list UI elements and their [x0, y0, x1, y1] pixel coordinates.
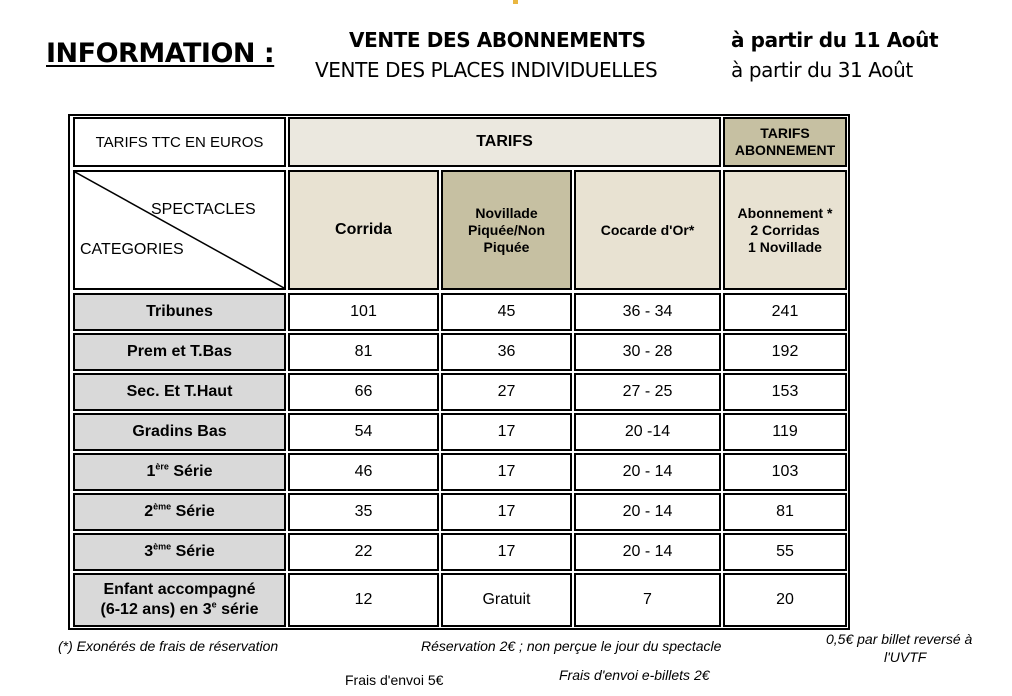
- tarifs-abonnement-line1: TARIFS: [760, 125, 810, 141]
- price-cell: [723, 573, 847, 627]
- price-cell: [288, 413, 439, 451]
- row-label-cell: [73, 573, 286, 627]
- top-color-mark: [513, 0, 518, 4]
- price-cell: [574, 533, 721, 571]
- price-cell: [723, 333, 847, 371]
- row-label-cell: [73, 373, 286, 411]
- column-header-label: Abonnement *: [737, 204, 833, 221]
- column-header-label: Piquée/Non: [467, 221, 545, 238]
- corner-header-cell: [73, 117, 286, 167]
- price-value: 36 - 34: [622, 303, 673, 320]
- price-cell: [288, 453, 439, 491]
- diagonal-line: [75, 172, 284, 288]
- tarifs-header-cell: [288, 117, 721, 167]
- price-cell: [288, 493, 439, 531]
- price-value: 46: [354, 463, 373, 480]
- price-value: 17: [497, 503, 516, 520]
- price-cell: [288, 373, 439, 411]
- price-cell: [441, 333, 572, 371]
- price-value: 20 - 14: [622, 503, 673, 520]
- tarifs-header-label: TARIFS: [476, 133, 533, 150]
- price-cell: [723, 533, 847, 571]
- row-label-cell: [73, 333, 286, 371]
- price-value: 30 - 28: [622, 343, 673, 360]
- price-cell: [723, 293, 847, 331]
- price-value: 20: [776, 591, 794, 608]
- price-cell: [441, 493, 572, 531]
- price-value: 27 - 25: [622, 383, 673, 400]
- price-cell: [441, 453, 572, 491]
- price-value: 17: [497, 543, 516, 560]
- row-label: 2ème Série: [144, 501, 215, 520]
- price-cell: [441, 533, 572, 571]
- row-label: Prem et T.Bas: [127, 343, 232, 360]
- price-cell: [441, 293, 572, 331]
- price-value: 36: [497, 343, 516, 360]
- price-value: 7: [643, 591, 652, 608]
- price-cell: [574, 413, 721, 451]
- price-cell: [288, 333, 439, 371]
- price-cell: [574, 293, 721, 331]
- column-header-label: Piquée: [483, 238, 530, 255]
- row-label: Sec. Et T.Haut: [126, 383, 233, 400]
- price-value: 192: [771, 343, 799, 360]
- price-value: 20 - 14: [622, 463, 673, 480]
- price-value: 17: [497, 423, 516, 440]
- note-frais-envoi: Frais d'envoi 5€: [345, 672, 444, 688]
- price-cell: [441, 573, 572, 627]
- price-cell: [723, 373, 847, 411]
- price-cell: [723, 413, 847, 451]
- row-label-cell: [73, 533, 286, 571]
- price-value: 22: [354, 543, 373, 560]
- note-billet-line1: 0,5€ par billet reversé à: [826, 631, 973, 647]
- price-cell: [574, 493, 721, 531]
- price-cell: [288, 533, 439, 571]
- row-label: Gradins Bas: [132, 423, 227, 440]
- column-header-corrida: [288, 170, 439, 290]
- price-value: 54: [354, 423, 373, 440]
- row-label-cell: [73, 453, 286, 491]
- price-value: 45: [497, 303, 516, 320]
- column-header-abonnement: [723, 170, 847, 290]
- price-cell: [723, 493, 847, 531]
- price-cell: [723, 453, 847, 491]
- note-frais-ebillets: Frais d'envoi e-billets 2€: [559, 667, 710, 683]
- price-cell: [441, 413, 572, 451]
- row-label-cell: [73, 293, 286, 331]
- price-value: 81: [776, 503, 794, 520]
- row-label-cell: [73, 413, 286, 451]
- diagonal-header-cell: [73, 170, 286, 290]
- row-label-cell: [73, 493, 286, 531]
- price-value: 153: [771, 383, 799, 400]
- price-cell: [574, 373, 721, 411]
- sale-individual-date: à partir du 31 Août: [731, 58, 913, 82]
- price-value: 101: [350, 303, 377, 320]
- price-value: 17: [497, 463, 516, 480]
- price-value: Gratuit: [482, 591, 531, 608]
- column-header-label: Novillade: [475, 204, 538, 221]
- price-cell: [441, 373, 572, 411]
- price-value: 241: [771, 303, 799, 320]
- row-label: 3ème Série: [144, 541, 215, 560]
- information-heading: INFORMATION :: [46, 38, 275, 69]
- price-value: 81: [354, 343, 373, 360]
- column-header-label: 1 Novillade: [748, 238, 822, 255]
- note-billet-line2: l'UVTF: [884, 649, 927, 665]
- sale-subscriptions-label: VENTE DES ABONNEMENTS: [349, 28, 646, 52]
- sale-individual-label: VENTE DES PLACES INDIVIDUELLES: [315, 58, 658, 82]
- price-value: 119: [772, 423, 798, 440]
- price-value: 20 - 14: [622, 543, 673, 560]
- price-cell: [288, 573, 439, 627]
- diagonal-top-label: SPECTACLES: [151, 201, 256, 218]
- note-reservation: Réservation 2€ ; non perçue le jour du spectacle: [421, 638, 722, 654]
- price-value: 20 -14: [624, 423, 671, 440]
- price-cell: [574, 333, 721, 371]
- price-value: 103: [771, 463, 799, 480]
- sale-subscriptions-date: à partir du 11 Août: [731, 28, 939, 52]
- column-header-label: Corrida: [335, 221, 392, 238]
- corner-header-label: TARIFS TTC EN EUROS: [95, 133, 264, 151]
- tarifs-abonnement-header-cell: [723, 117, 847, 167]
- diagonal-bottom-label: CATEGORIES: [80, 241, 184, 258]
- note-exoneres: (*) Exonérés de frais de réservation: [58, 638, 279, 654]
- row-label: 1ère Série: [146, 461, 213, 480]
- column-header-label: 2 Corridas: [750, 221, 820, 238]
- column-header-cocarde: [574, 170, 721, 290]
- price-value: 12: [354, 591, 373, 608]
- row-label-line1: Enfant accompagné: [103, 581, 256, 598]
- column-header-novillade: [441, 170, 572, 290]
- row-label: Tribunes: [146, 303, 213, 320]
- price-cell: [574, 573, 721, 627]
- price-value: 55: [776, 543, 794, 560]
- price-value: 35: [354, 503, 373, 520]
- tarifs-abonnement-line2: ABONNEMENT: [734, 142, 836, 158]
- price-value: 66: [354, 383, 373, 400]
- row-label-line2: (6-12 ans) en 3e série: [100, 599, 259, 618]
- column-header-label: Cocarde d'Or*: [600, 221, 695, 238]
- price-cell: [574, 453, 721, 491]
- price-value: 27: [497, 383, 516, 400]
- price-cell: [288, 293, 439, 331]
